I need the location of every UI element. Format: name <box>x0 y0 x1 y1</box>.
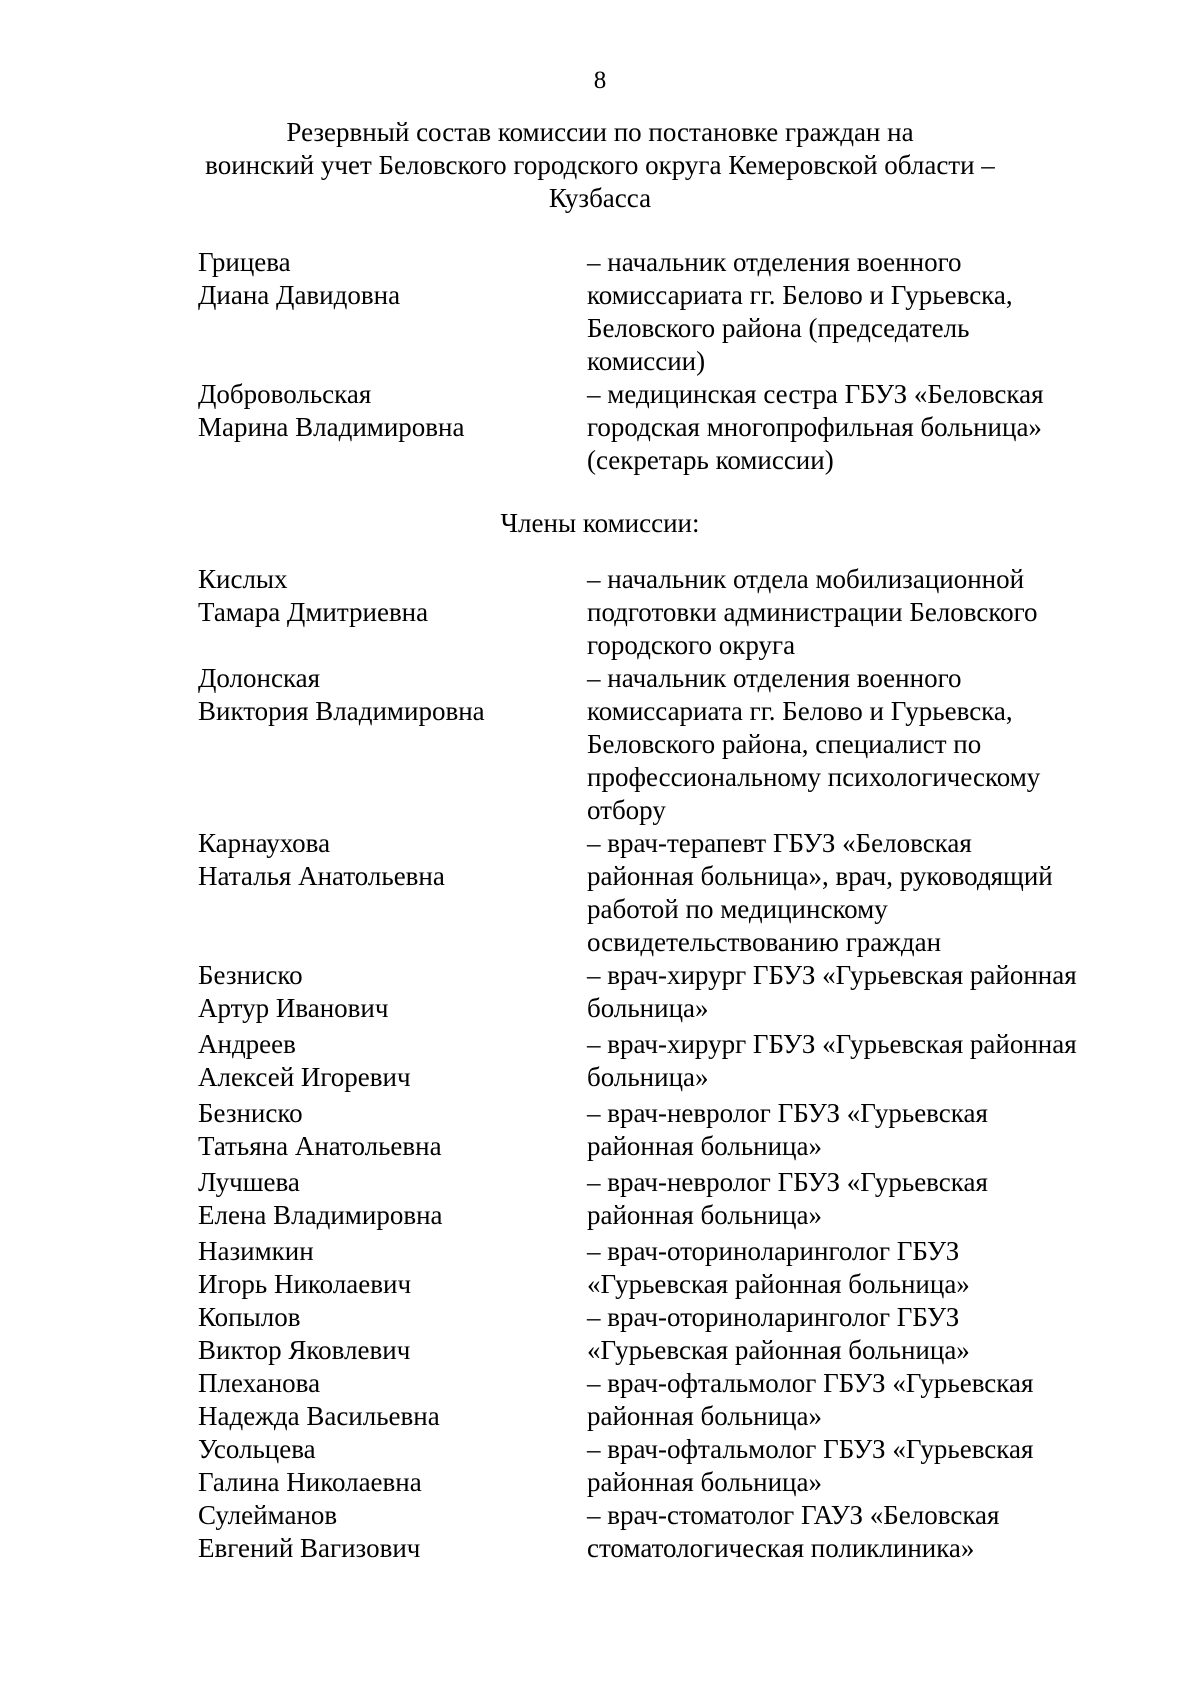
commission-entry <box>198 1235 1127 1301</box>
person-name <box>198 662 587 827</box>
commission-entry <box>198 1301 1127 1367</box>
person-name-line: Диана Давидовна <box>198 280 401 310</box>
person-role-line: – начальник отделения военного <box>587 663 962 693</box>
person-name-line: Лучшева <box>198 1167 300 1197</box>
person-role-line: районная больница» <box>587 1200 822 1230</box>
title-line: Кузбасса <box>548 183 652 213</box>
person-name-line: Виктор Яковлевич <box>198 1335 411 1365</box>
person-role <box>587 1028 1127 1094</box>
commission-entry <box>198 662 1127 827</box>
person-name <box>198 827 587 959</box>
person-name-line: Усольцева <box>198 1434 316 1464</box>
person-role <box>587 1301 1127 1367</box>
person-role <box>587 1499 1127 1565</box>
person-name-line: Марина Владимировна <box>198 412 465 442</box>
person-name <box>198 246 587 378</box>
person-name-line: Галина Николаевна <box>198 1467 422 1497</box>
person-role-line: «Гурьевская районная больница» <box>587 1335 970 1365</box>
person-name-line: Евгений Вагизович <box>198 1533 421 1563</box>
title-line: Резервный состав комиссии по постановке граждан на <box>286 117 914 147</box>
person-role-line: (секретарь комиссии) <box>587 445 834 475</box>
person-role-line: – врач-хирург ГБУЗ «Гурьевская районная <box>587 960 1077 990</box>
person-name-line: Безниско <box>198 1098 303 1128</box>
person-role <box>587 1367 1127 1433</box>
person-role-line: освидетельствованию граждан <box>587 927 942 957</box>
person-role-line: Беловского района (председатель <box>587 313 970 343</box>
person-name <box>198 1097 587 1163</box>
commission-entry <box>198 378 1127 477</box>
person-name-line: Наталья Анатольевна <box>198 861 445 891</box>
commission-entry <box>198 1499 1127 1565</box>
person-role-line: городская многопрофильная больница» <box>587 412 1042 442</box>
person-role-line: – врач-оториноларинголог ГБУЗ <box>587 1236 960 1266</box>
commission-entry <box>198 1028 1127 1094</box>
person-name <box>198 1433 587 1499</box>
person-name-line: Артур Иванович <box>198 993 389 1023</box>
page-number: 8 <box>593 67 607 94</box>
person-role-line: – начальник отдела мобилизационной <box>587 564 1025 594</box>
person-role-line: комиссариата гг. Белово и Гурьевска, <box>587 280 1013 310</box>
person-role-line: стоматологическая поликлиника» <box>587 1533 975 1563</box>
person-role <box>587 827 1127 959</box>
person-name-line: Безниско <box>198 960 303 990</box>
person-role-line: районная больница» <box>587 1131 822 1161</box>
person-name <box>198 1028 587 1094</box>
person-role-line: работой по медицинскому <box>587 894 888 924</box>
person-name-line: Долонская <box>198 663 321 693</box>
person-role <box>587 959 1127 1025</box>
person-role-line: Беловского района, специалист по <box>587 729 982 759</box>
person-role <box>587 1097 1127 1163</box>
person-name-line: Сулейманов <box>198 1500 338 1530</box>
person-role <box>587 378 1127 477</box>
members-list <box>198 563 1127 1565</box>
person-name-line: Назимкин <box>198 1236 314 1266</box>
commission-entry <box>198 827 1127 959</box>
commission-entry <box>198 246 1127 378</box>
person-name-line: Кислых <box>198 564 288 594</box>
person-name-line: Игорь Николаевич <box>198 1269 412 1299</box>
person-name <box>198 378 587 477</box>
person-role-line: больница» <box>587 1062 709 1092</box>
person-name-line: Добровольская <box>198 379 372 409</box>
person-name-line: Плеханова <box>198 1368 321 1398</box>
person-role-line: – врач-офтальмолог ГБУЗ «Гурьевская <box>587 1434 1034 1464</box>
person-role-line: – врач-офтальмолог ГБУЗ «Гурьевская <box>587 1368 1034 1398</box>
person-role <box>587 1433 1127 1499</box>
person-role <box>587 563 1127 662</box>
person-name <box>198 959 587 1025</box>
person-role-line: районная больница» <box>587 1401 822 1431</box>
leaders-list <box>198 246 1127 477</box>
person-name <box>198 1301 587 1367</box>
person-name-line: Андреев <box>198 1029 296 1059</box>
person-name-line: Копылов <box>198 1302 301 1332</box>
person-name-line: Алексей Игоревич <box>198 1062 411 1092</box>
person-role-line: городского округа <box>587 630 796 660</box>
person-role-line: – врач-терапевт ГБУЗ «Беловская <box>587 828 972 858</box>
commission-entry <box>198 563 1127 662</box>
person-role-line: – медицинская сестра ГБУЗ «Беловская <box>587 379 1044 409</box>
person-role-line: – врач-хирург ГБУЗ «Гурьевская районная <box>587 1029 1077 1059</box>
person-role <box>587 1235 1127 1301</box>
person-name-line: Грицева <box>198 247 291 277</box>
person-role-line: – начальник отделения военного <box>587 247 962 277</box>
person-role-line: комиссариата гг. Белово и Гурьевска, <box>587 696 1013 726</box>
person-name-line: Виктория Владимировна <box>198 696 485 726</box>
commission-entry <box>198 1433 1127 1499</box>
person-name-line: Надежда Васильевна <box>198 1401 440 1431</box>
person-role-line: – врач-невролог ГБУЗ «Гурьевская <box>587 1098 988 1128</box>
person-role <box>587 662 1127 827</box>
person-role-line: районная больница», врач, руководящий <box>587 861 1053 891</box>
person-name <box>198 1367 587 1433</box>
person-name-line: Тамара Дмитриевна <box>198 597 429 627</box>
person-role-line: подготовки администрации Беловского <box>587 597 1038 627</box>
person-name <box>198 563 587 662</box>
person-name <box>198 1499 587 1565</box>
person-role-line: комиссии) <box>587 346 706 376</box>
person-role-line: отбору <box>587 795 666 825</box>
person-role-line: «Гурьевская районная больница» <box>587 1269 970 1299</box>
person-name <box>198 1235 587 1301</box>
person-name <box>198 1166 587 1232</box>
person-name-line: Карнаухова <box>198 828 331 858</box>
commission-entry <box>198 1367 1127 1433</box>
person-role <box>587 1166 1127 1232</box>
person-role-line: – врач-стоматолог ГАУЗ «Беловская <box>587 1500 1000 1530</box>
commission-entry <box>198 1166 1127 1232</box>
person-role-line: – врач-оториноларинголог ГБУЗ <box>587 1302 960 1332</box>
person-role-line: больница» <box>587 993 709 1023</box>
person-role-line: профессиональному психологическому <box>587 762 1041 792</box>
person-role <box>587 246 1127 378</box>
person-name-line: Татьяна Анатольевна <box>198 1131 442 1161</box>
commission-entry <box>198 1097 1127 1163</box>
person-name-line: Елена Владимировна <box>198 1200 443 1230</box>
person-role-line: – врач-невролог ГБУЗ «Гурьевская <box>587 1167 988 1197</box>
title-line: воинский учет Беловского городского округа Кемеровской области – <box>205 150 995 180</box>
document-title <box>150 116 1050 215</box>
commission-entry <box>198 959 1127 1025</box>
members-heading: Члены комиссии: <box>500 508 700 538</box>
person-role-line: районная больница» <box>587 1467 822 1497</box>
